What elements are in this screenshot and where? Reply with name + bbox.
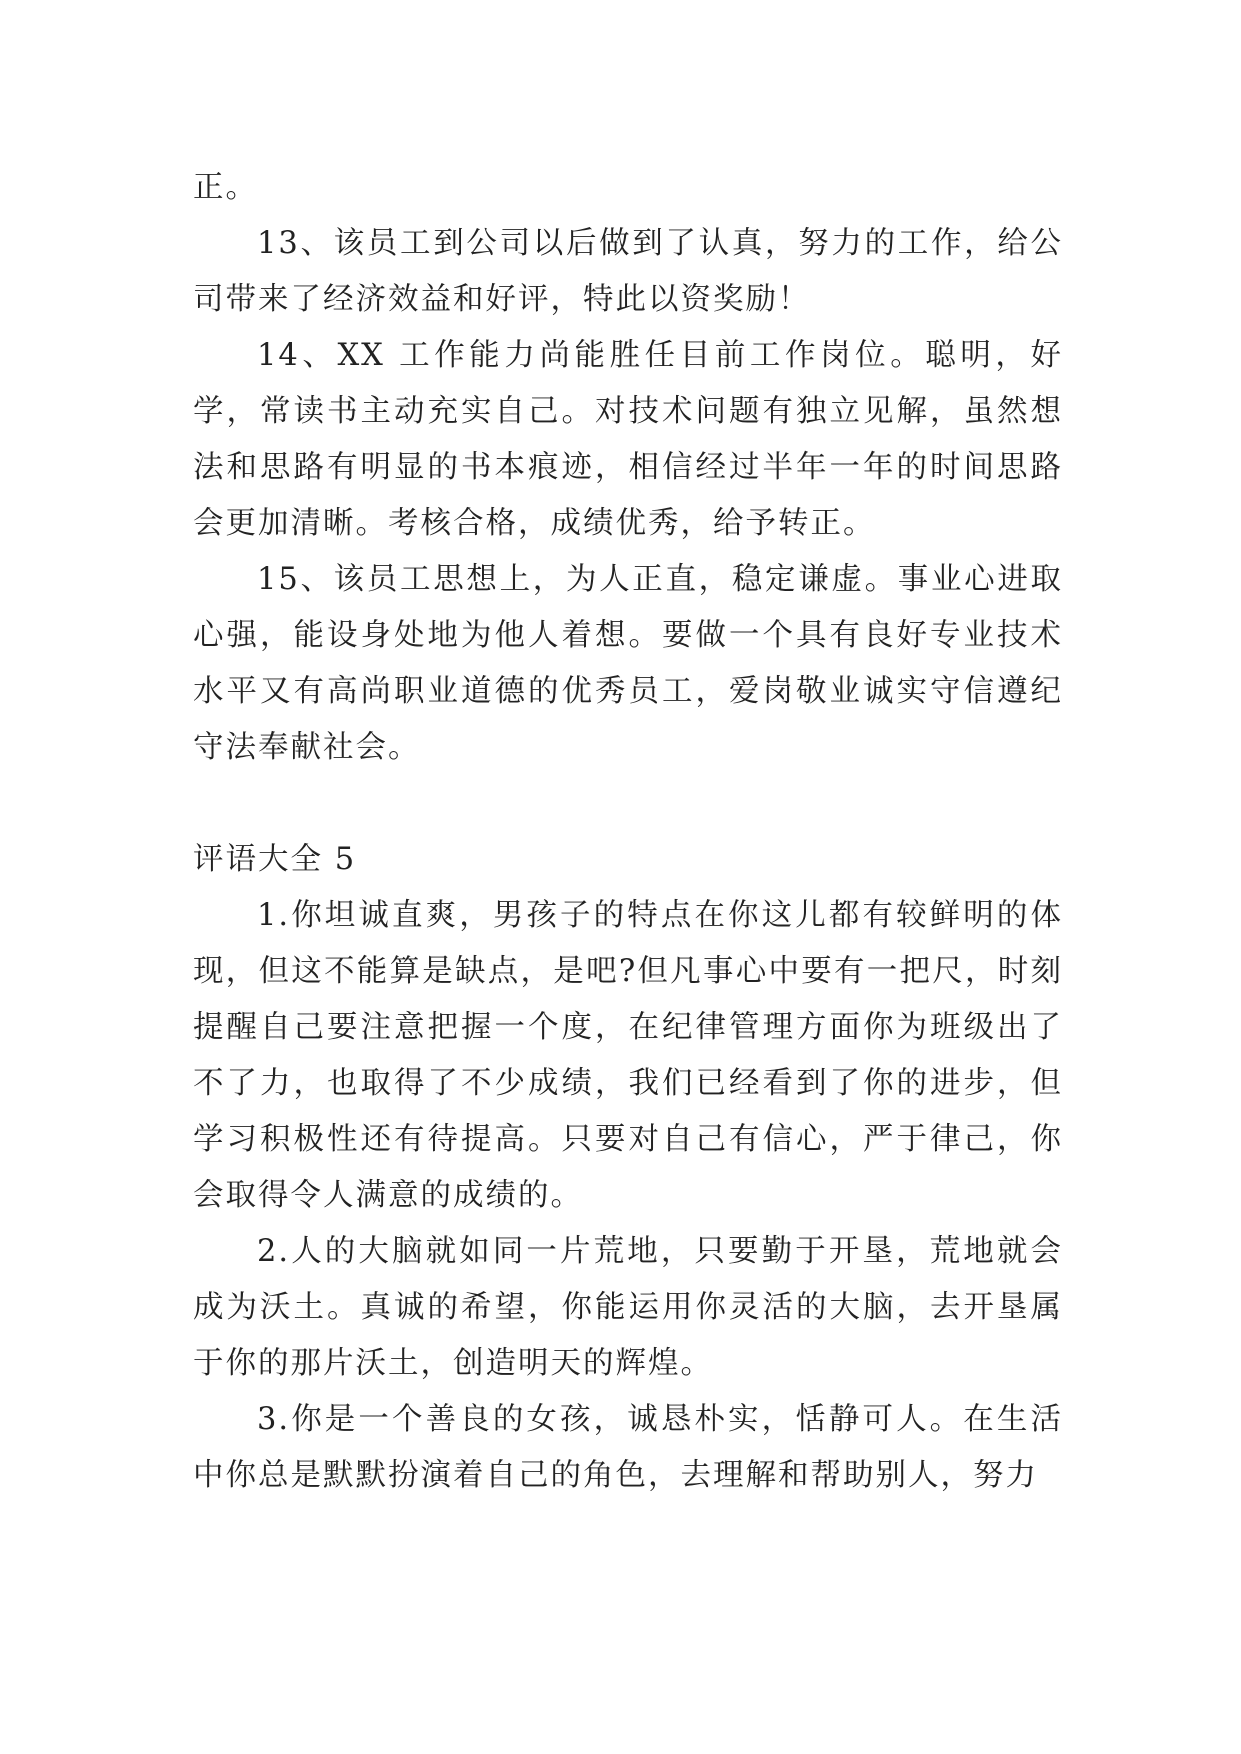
paragraph-item-3: 3.你是一个善良的女孩，诚恳朴实，恬静可人。在生活中你总是默默扮演着自己的角色，去理解和帮助别人，努力 [193, 1402, 1063, 1493]
section-title: 评语大全 5 [193, 842, 357, 877]
paragraph-item-2: 2.人的大脑就如同一片荒地，只要勤于开垦，荒地就会成为沃土。真诚的希望，你能运用你灵活的大脑，去开垦属于你的那片沃土，创造明天的辉煌。 [193, 1234, 1063, 1381]
paragraph-item-1: 1.你坦诚直爽，男孩子的特点在你这儿都有较鲜明的体现，但这不能算是缺点，是吧?但凡事心中要有一把尺，时刻提醒自己要注意把握一个度，在纪律管理方面你为班级出了不了力，也取得了不少成绩，我们已经看到了你的进步，但学习积极性还有待提高。只要对自己有信心，严于律己，你会取得令人满意的成绩的。 [193, 898, 1063, 1213]
paragraph-item-15: 15、该员工思想上，为人正直，稳定谦虚。事业心进取心强，能设身处地为他人着想。要做一个具有良好专业技术水平又有高尚职业道德的优秀员工，爱岗敬业诚实守信遵纪守法奉献社会。 [193, 562, 1063, 765]
paragraph-fragment: 正。 [193, 170, 258, 205]
document-body [193, 160, 1063, 1504]
paragraph-item-14: 14、XX 工作能力尚能胜任目前工作岗位。聪明，好学，常读书主动充实自己。对技术问题有独立见解，虽然想法和思路有明显的书本痕迹，相信经过半年一年的时间思路会更加清晰。考核合格，成绩优秀，给予转正。 [193, 338, 1063, 541]
paragraph-item-13: 13、该员工到公司以后做到了认真，努力的工作，给公司带来了经济效益和好评，特此以资奖励！ [193, 226, 1063, 317]
